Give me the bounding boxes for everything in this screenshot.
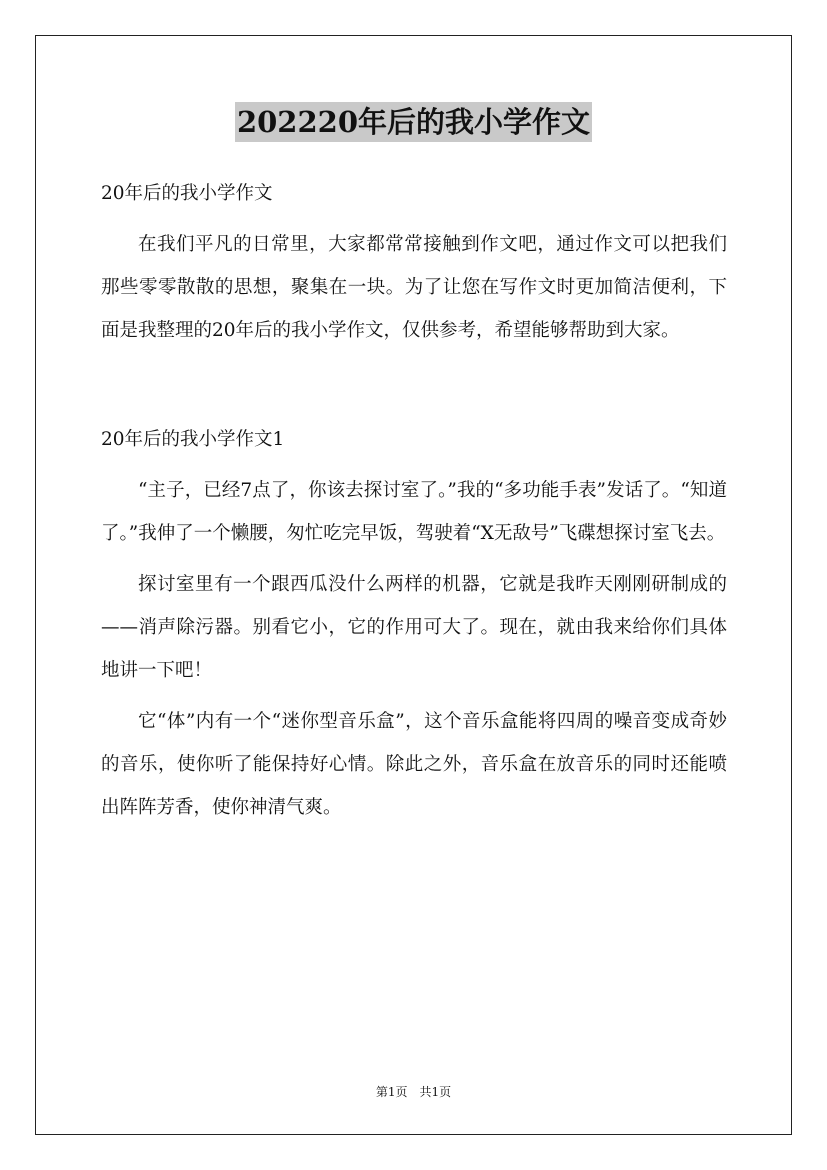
page-footer: 第1页 共1页: [375, 1085, 452, 1099]
body-paragraph-3: 它“体”内有一个“迷你型音乐盒”，这个音乐盒能将四周的噪音变成奇妙的音乐，使你听了能保持好心情。除此之外，音乐盒在放音乐的同时还能喷出阵阵芳香，使你神清气爽。: [101, 711, 727, 818]
section-gap: [101, 352, 727, 418]
document-body: [101, 172, 727, 829]
section-heading: 20年后的我小学作文1: [101, 429, 285, 450]
intro-paragraph: 在我们平凡的日常里，大家都常常接触到作文吧，通过作文可以把我们那些零零散散的思想，聚集在一块。为了让您在写作文时更加简洁便利，下面是我整理的20年后的我小学作文，仅供参考，希望能够帮助到大家。: [101, 234, 727, 341]
title-container: [0, 102, 827, 142]
body-paragraph-2: 探讨室里有一个跟西瓜没什么两样的机器，它就是我昨天刚刚研制成的——消声除污器。别看它小，它的作用可大了。现在，就由我来给你们具体地讲一下吧！: [101, 574, 727, 681]
intro-heading: 20年后的我小学作文: [101, 183, 273, 204]
body-paragraph-1: “主子，已经7点了，你该去探讨室了。”我的“多功能手表”发话了。“知道了。”我伸了一个懒腰，匆忙吃完早饭，驾驶着“X无敌号”飞碟想探讨室飞去。: [101, 480, 727, 544]
document-title: 202220年后的我小学作文: [235, 102, 592, 142]
